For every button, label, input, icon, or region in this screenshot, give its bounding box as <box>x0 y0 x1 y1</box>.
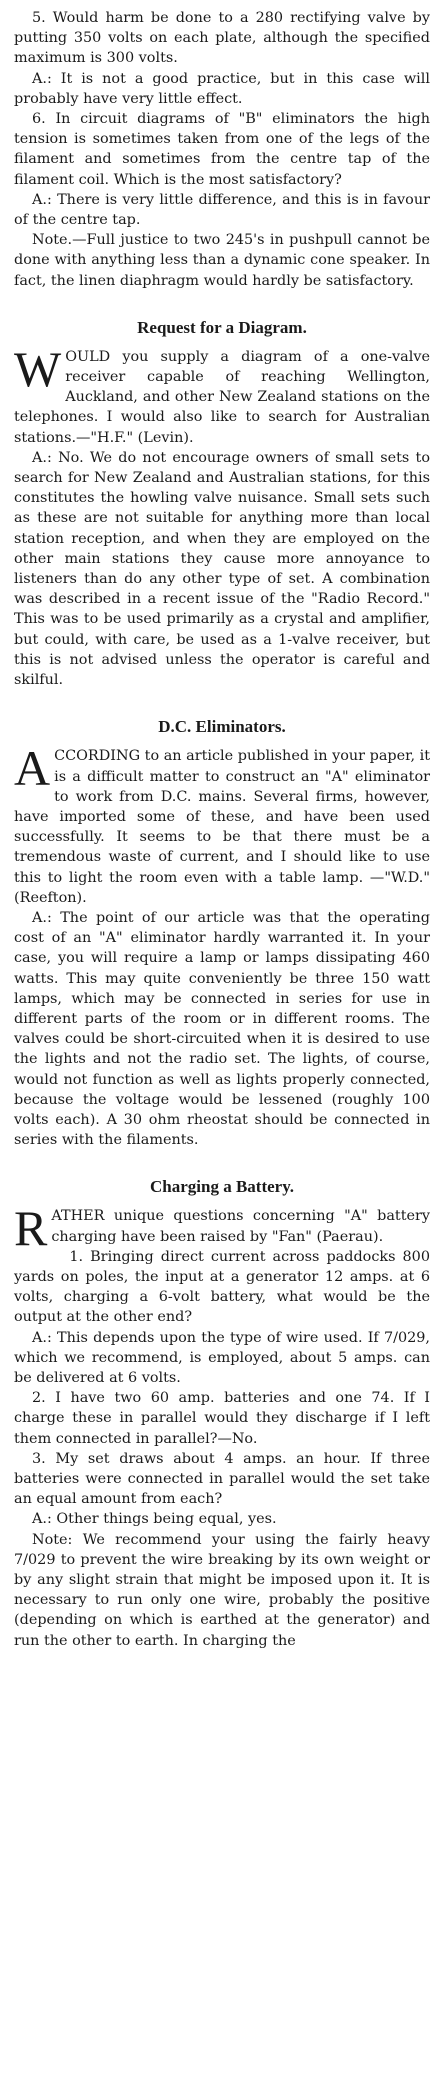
lead-word: OULD <box>65 348 111 365</box>
intro-note: Note.—Full justice to two 245's in pushpull cannot be done with anything less than a dynamic cone speaker. In fact, the linen diaphragm would hardly be satisfactory. <box>14 232 430 289</box>
section-heading: D.C. Eliminators. <box>158 717 286 737</box>
letter-text: you supply a diagram of a one-valve receiver capable of reaching Wellington, Auckland, and other New Zealand stations on the telephones. I would also like to search for Australian stations.—"H.F." (Levin). <box>14 348 430 446</box>
note-paragraph: Note: We recommend your using the fairly heavy 7/029 to prevent the wire breaking by its own weight or by any slight strain that might be imposed upon it. It is necessary to run only one wire, probably the positive (depending on which is earthed at the generator) and run the other to earth. In charging the <box>14 1531 430 1649</box>
lead-word: ATHER <box>51 1208 105 1225</box>
intro-answer-6: A.: There is very little difference, and this is in favour of the centre tap. <box>14 191 430 229</box>
letter-paragraph <box>14 340 430 448</box>
letter-text: to an article published in your paper, it is a difficult matter to construct an "A" eliminator to work from D.C. mains. Several firms, however, have imported some of these, and have been used successfully. It seems to be that there must be a tremendous waste of current, and I should like to use this to light the room even with a table lamp. —"W.D." (Reefton). <box>14 748 430 906</box>
section-heading: Charging a Battery. <box>149 1177 295 1197</box>
intro-question-6: 6. In circuit diagrams of "B" eliminators the high tension is sometimes taken from one of the legs of the filament and sometimes from the centre tap of the filament coil. Which is the most satisfactory? <box>14 111 430 188</box>
answer-1: A.: This depends upon the type of wire used. If 7/029, which we recommend, is employed, about 5 amps. can be delivered at 6 volts. <box>14 1329 430 1386</box>
section-charging-a-battery <box>14 1176 430 1650</box>
drop-cap: A <box>14 740 51 797</box>
intro-question-5: 5. Would harm be done to a 280 rectifying valve by putting 350 volts on each plate, although the specified maximum is 300 volts. <box>14 10 430 67</box>
answer-paragraph: A.: No. We do not encourage owners of small sets to search for New Zealand and Australian stations, for this constitutes the howling valve nuisance. Small sets such as these are not suitable for anything more than local station reception, and when they are employed on the other main stations they cause more annoyance to listeners than do any other type of set. A combination was described in a recent issue of the "Radio Record." This was to be used primarily as a crystal and amplifier, but could, with care, be used as a 1-valve receiver, but this is not advised unless the operator is careful and skilful. <box>14 449 430 689</box>
section-heading: Request for a Diagram. <box>137 317 307 337</box>
intro-answer-5: A.: It is not a good practice, but in this case will probably have very little effect. <box>14 70 430 107</box>
letter-paragraph <box>14 740 430 908</box>
letter-text: unique questions concerning "A" battery charging have been raised by "Fan" (Paerau). <box>51 1208 430 1245</box>
answer-3: A.: Other things being equal, yes. <box>32 1511 277 1528</box>
drop-cap: R <box>14 1200 48 1257</box>
drop-cap: W <box>14 340 62 397</box>
answer-paragraph: A.: The point of our article was that the operating cost of an "A" eliminator hardly warranted it. In your case, you will require a lamp or lamps dissipating 460 watts. This may quite conveniently be three 150 watt lamps, which may be connected in series for use in different parts of the room or in different rooms. The valves could be short-circuited when it is desired to use the lights and not the radio set. The lights, of course, would not function as well as lights properly connected, because the voltage would be lessened (roughly 100 volts each). A 30 ohm rheostat should be connected in series with the filaments. <box>14 909 430 1149</box>
letter-paragraph <box>14 1200 430 1257</box>
section-request-for-diagram <box>14 317 430 690</box>
question-1: 1. Bringing direct current across paddocks 800 yards on poles, the input at a generator 12 amps. at 6 volts, charging a 6-volt battery, what would be the output at the other end? <box>14 1248 430 1326</box>
section-dc-eliminators <box>14 716 430 1150</box>
question-3: 3. My set draws about 4 amps. an hour. If three batteries were connected in parallel would the set take an equal amount from each? <box>14 1450 430 1508</box>
question-2: 2. I have two 60 amp. batteries and one 74. If I charge these in parallel would they discharge if I left them connected in parallel?—No. <box>14 1390 430 1447</box>
intro-block <box>14 8 430 291</box>
lead-word: CCORDING <box>54 748 141 765</box>
